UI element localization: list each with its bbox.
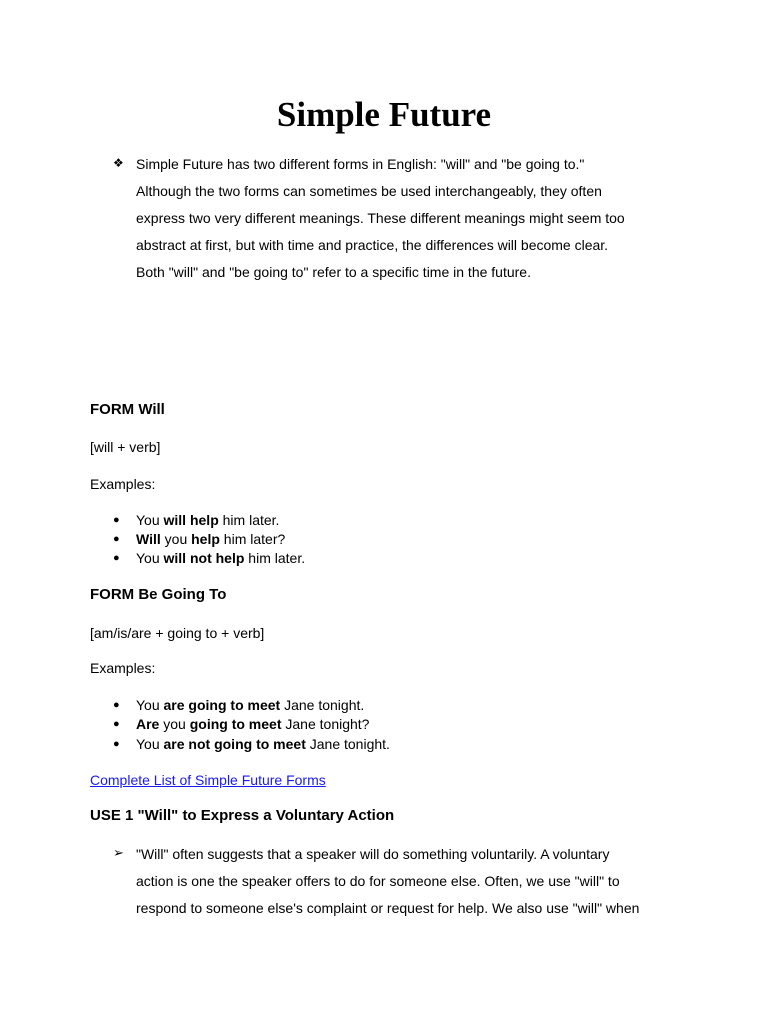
example-item [136, 735, 390, 754]
intro-line: abstract at first, but with time and practice, the differences will become clear. [136, 237, 609, 253]
intro-line: express two very different meanings. These different meanings might seem too [136, 210, 625, 226]
example-text: You [136, 550, 164, 566]
example-text: You [136, 736, 164, 752]
example-bold-text: are going to meet [163, 697, 281, 713]
intro-line: Although the two forms can sometimes be used interchangeably, they often [136, 183, 602, 199]
intro-line: Simple Future has two different forms in English: "will" and "be going to." [136, 156, 585, 172]
bullet-dot-icon: ● [113, 552, 120, 564]
intro-line: Both "will" and "be going to" refer to a specific time in the future. [136, 264, 531, 280]
bullet-dot-icon: ● [113, 738, 120, 750]
example-text: him later. [244, 550, 306, 566]
use1-line: respond to someone else's complaint or request for help. We also use "will" when [136, 900, 640, 916]
arrowhead-bullet-icon: ➢ [113, 846, 124, 861]
page-title: Simple Future [276, 95, 492, 134]
diamond-bullet-icon: ❖ [113, 156, 124, 170]
section-heading-use-1: USE 1 "Will" to Express a Voluntary Action [90, 807, 395, 824]
examples-label: Examples: [90, 476, 156, 492]
use1-line: "Will" often suggests that a speaker will do something voluntarily. A voluntary [136, 846, 610, 862]
example-bold-text: Will [136, 531, 161, 547]
example-bold-text: will not help [163, 550, 245, 566]
example-text: him later? [219, 531, 286, 547]
example-item [136, 696, 364, 715]
formula-will: [will + verb] [90, 439, 161, 455]
example-text: Jane tonight? [281, 716, 370, 732]
example-item [136, 715, 369, 734]
example-item [136, 549, 305, 568]
bullet-dot-icon: ● [113, 514, 120, 526]
example-bold-text: help [191, 531, 220, 547]
use1-line: action is one the speaker offers to do for someone else. Often, we use "will" to [136, 873, 620, 889]
example-text: Jane tonight. [280, 697, 365, 713]
example-text: him later. [218, 512, 280, 528]
example-bold-text: Are [136, 716, 160, 732]
example-text: you [160, 531, 192, 547]
example-text: Jane tonight. [305, 736, 390, 752]
example-item [136, 511, 279, 530]
example-bold-text: will help [163, 512, 219, 528]
example-text: you [159, 716, 190, 732]
example-bold-text: are not going to meet [163, 736, 306, 752]
example-text: You [136, 697, 164, 713]
section-heading-form-will: FORM Will [90, 401, 165, 418]
section-heading-form-going-to: FORM Be Going To [90, 586, 227, 603]
formula-going-to: [am/is/are + going to + verb] [90, 625, 265, 641]
bullet-dot-icon: ● [113, 718, 120, 730]
bullet-dot-icon: ● [113, 699, 120, 711]
examples-label: Examples: [90, 660, 156, 676]
example-text: You [136, 512, 164, 528]
complete-list-link[interactable]: Complete List of Simple Future Forms [90, 772, 326, 788]
example-item [136, 530, 285, 549]
bullet-dot-icon: ● [113, 533, 120, 545]
example-bold-text: going to meet [189, 716, 282, 732]
